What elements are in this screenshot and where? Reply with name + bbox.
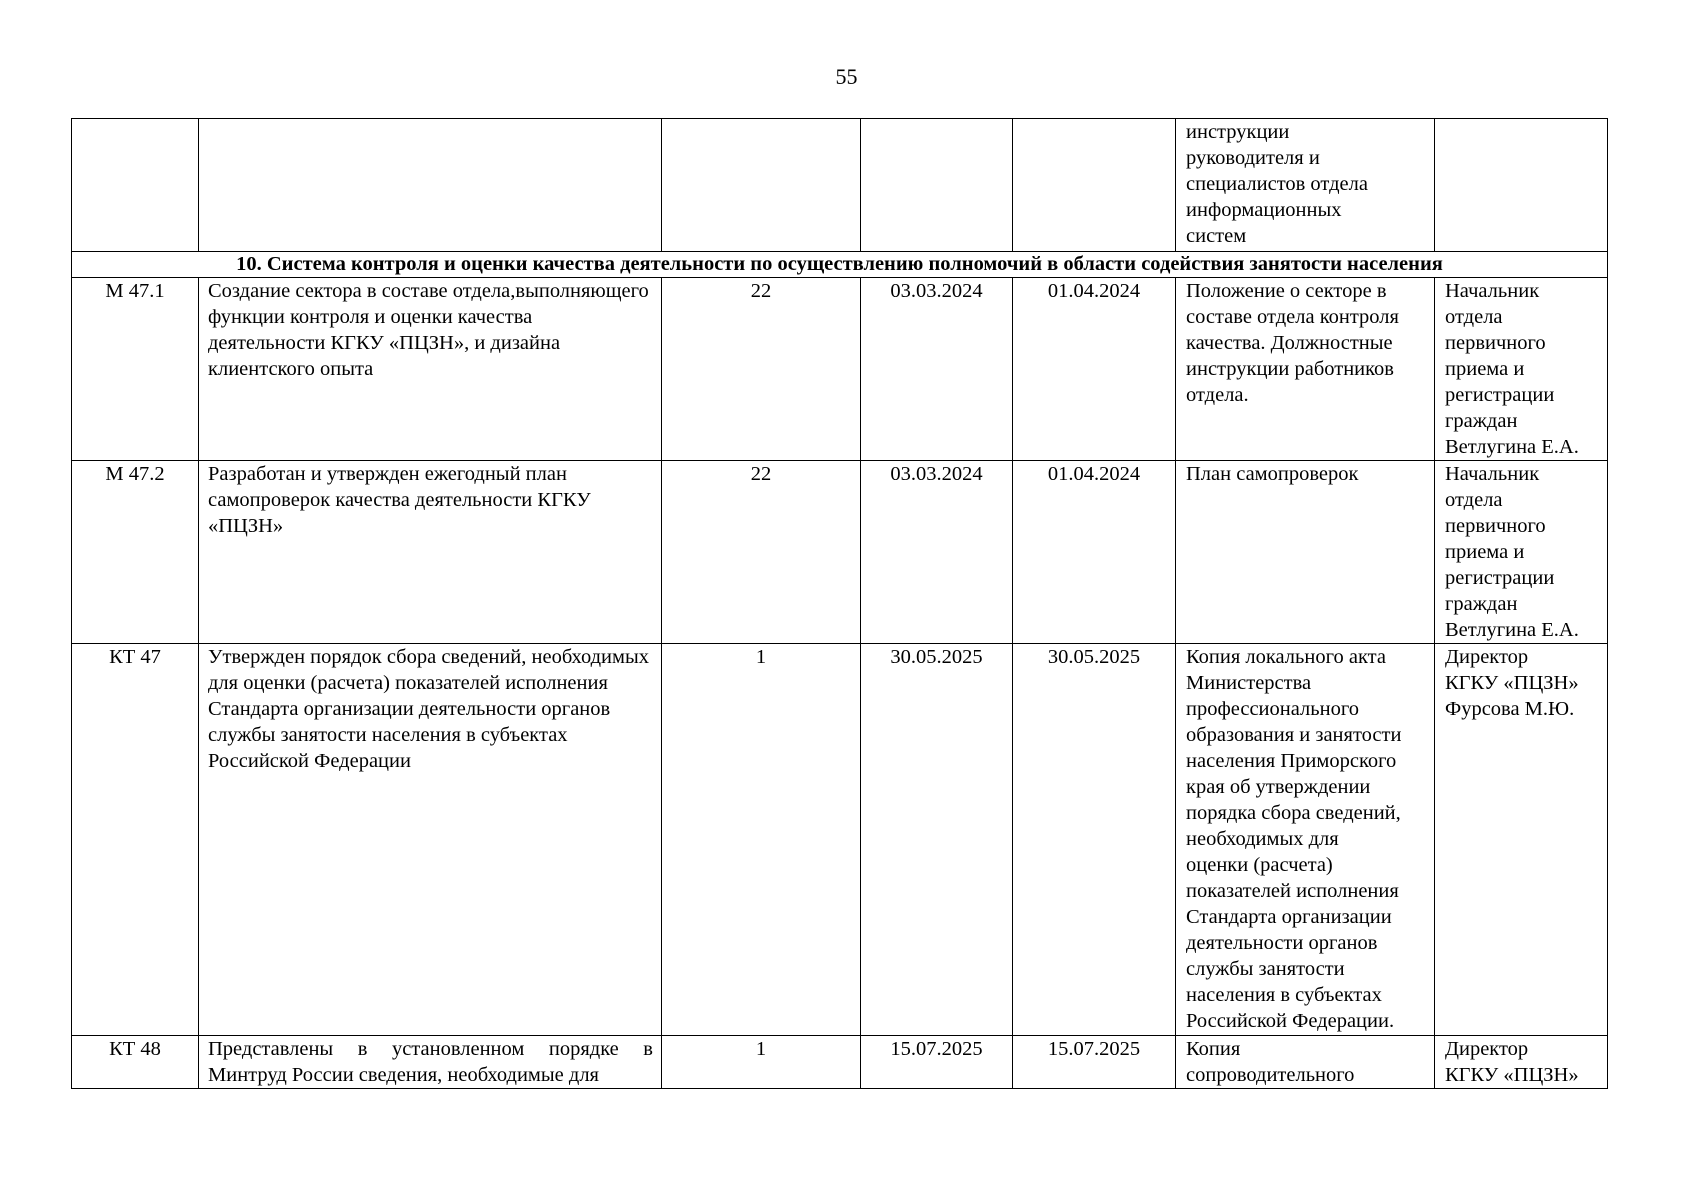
cell-start-date: 03.03.2024 — [861, 278, 1013, 461]
cell-responsible: Начальник отдела первичного приема и регистрации граждан Ветлугина Е.А. — [1435, 278, 1608, 461]
table-row — [72, 278, 1608, 461]
cell-qty: 1 — [662, 644, 861, 1036]
cell-responsible: Директор КГКУ «ПЦЗН» Фурсова М.Ю. — [1435, 644, 1608, 1036]
cell-code: КТ 47 — [72, 644, 199, 1036]
cell-end-date: 15.07.2025 — [1013, 1036, 1176, 1089]
cell-end-date: 01.04.2024 — [1013, 461, 1176, 644]
section-header-row — [72, 252, 1608, 278]
cell-name: Представлены в установленном порядке в Минтруд России сведения, необходимые для — [199, 1036, 662, 1089]
cell-start-date: 15.07.2025 — [861, 1036, 1013, 1089]
cell-end-date — [1013, 119, 1176, 252]
cell-responsible: Начальник отдела первичного приема и регистрации граждан Ветлугина Е.А. — [1435, 461, 1608, 644]
cell-name: Утвержден порядок сбора сведений, необходимых для оценки (расчета) показателей исполнения Стандарта организации деятельности органов службы занятости населения в субъектах Российской Федерации — [199, 644, 662, 1036]
cell-start-date: 30.05.2025 — [861, 644, 1013, 1036]
cell-responsible — [1435, 119, 1608, 252]
cell-name — [199, 119, 662, 252]
cell-name: Создание сектора в составе отдела,выполняющего функции контроля и оценки качества деятельности КГКУ «ПЦЗН», и дизайна клиентского опыта — [199, 278, 662, 461]
cell-qty — [662, 119, 861, 252]
cell-end-date: 30.05.2025 — [1013, 644, 1176, 1036]
cell-document: Копия локального акта Министерства профессионального образования и занятости населения Приморского края об утверждении порядка сбора сведений, необходимых для оценки (расчета) показателей исполнения Стандарта организации деятельности органов службы занятости населения в субъектах Российской Федерации. — [1176, 644, 1435, 1036]
table-row — [72, 644, 1608, 1036]
cell-qty: 22 — [662, 461, 861, 644]
cell-document: Положение о секторе в составе отдела контроля качества. Должностные инструкции работников отдела. — [1176, 278, 1435, 461]
page-number: 55 — [835, 64, 858, 89]
cell-code: КТ 48 — [72, 1036, 199, 1089]
cell-qty: 22 — [662, 278, 861, 461]
cell-document: инструкции руководителя и специалистов отдела информационных систем — [1176, 119, 1435, 252]
cell-code: М 47.1 — [72, 278, 199, 461]
table-row-continuation — [72, 119, 1608, 252]
table-row — [72, 461, 1608, 644]
cell-code — [72, 119, 199, 252]
table-row — [72, 1036, 1608, 1089]
cell-start-date: 03.03.2024 — [861, 461, 1013, 644]
cell-name: Разработан и утвержден ежегодный план самопроверок качества деятельности КГКУ «ПЦЗН» — [199, 461, 662, 644]
activities-table — [71, 118, 1608, 1089]
cell-end-date: 01.04.2024 — [1013, 278, 1176, 461]
cell-responsible: Директор КГКУ «ПЦЗН» — [1435, 1036, 1608, 1089]
section-title: 10. Система контроля и оценки качества деятельности по осуществлению полномочий в области содействия занятости населения — [72, 252, 1608, 278]
cell-qty: 1 — [662, 1036, 861, 1089]
cell-code: М 47.2 — [72, 461, 199, 644]
cell-document: Копия сопроводительного — [1176, 1036, 1435, 1089]
cell-start-date — [861, 119, 1013, 252]
cell-document: План самопроверок — [1176, 461, 1435, 644]
